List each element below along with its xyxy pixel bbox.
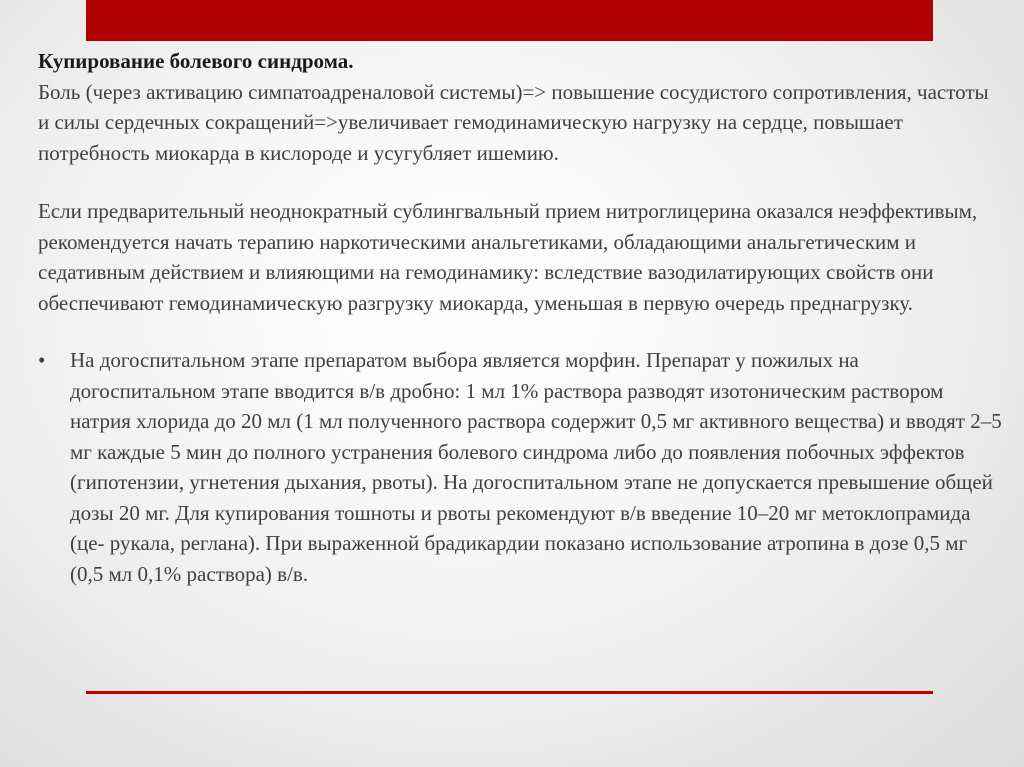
spacer — [38, 318, 1004, 345]
paragraph-pain-mechanism: Боль (через активацию симпатоадреналовой системы)=> повышение сосудистого сопротивления, частоты и силы сердечных сокращений=>увеличивает гемодинамическую нагрузку на сердце, повышает потребность миокарда в кислороде и усугубляет ишемию. — [38, 79, 989, 165]
bullet-item-morphine — [38, 345, 1004, 589]
bullet-text: На догоспитальном этапе препаратом выбора является морфин. Препарат у пожилых на догоспитальном этапе вводится в/в дробно: 1 мл 1% раствора разводят изотоническим раствором натрия хлорида до 20 мл (1 мл полученного раствора содержит 0,5 мг активного вещества) и вводят 2–5 мг каждые 5 мин до полного устранения болевого синдрома либо до появления побочных эффектов (гипотензии, угнетения дыхания, рвоты). На догоспитальном этапе не допускается превышение общей дозы 20 мг. Для купирования тошноты и рвоты рекомендуют в/в введение 10–20 мг метоклопрамида (це- рукала, реглана). При выраженной брадикардии показано использование атропина в дозе 0,5 мг (0,5 мл 0,1% раствора) в/в. — [70, 348, 1002, 586]
top-accent-bar — [86, 0, 933, 41]
slide-title: Купирование болевого синдрома. — [38, 49, 354, 73]
paragraph-analgesic-therapy: Если предварительный неоднократный сублингвальный прием нитроглицерина оказался неэффективым, рекомендуется начать терапию наркотическими анальгетиками, обладающими анальгетическим и седативным действием и влияющими на гемодинамику: вследствие вазодилатирующих свойств они обеспечивают гемодинамическую разгрузку миокарда, уменьшая в первую очередь преднагрузку. — [38, 199, 978, 315]
spacer — [38, 168, 1004, 196]
bottom-divider-line — [86, 691, 933, 694]
slide-content — [38, 46, 1004, 589]
bullet-icon: • — [38, 348, 46, 372]
